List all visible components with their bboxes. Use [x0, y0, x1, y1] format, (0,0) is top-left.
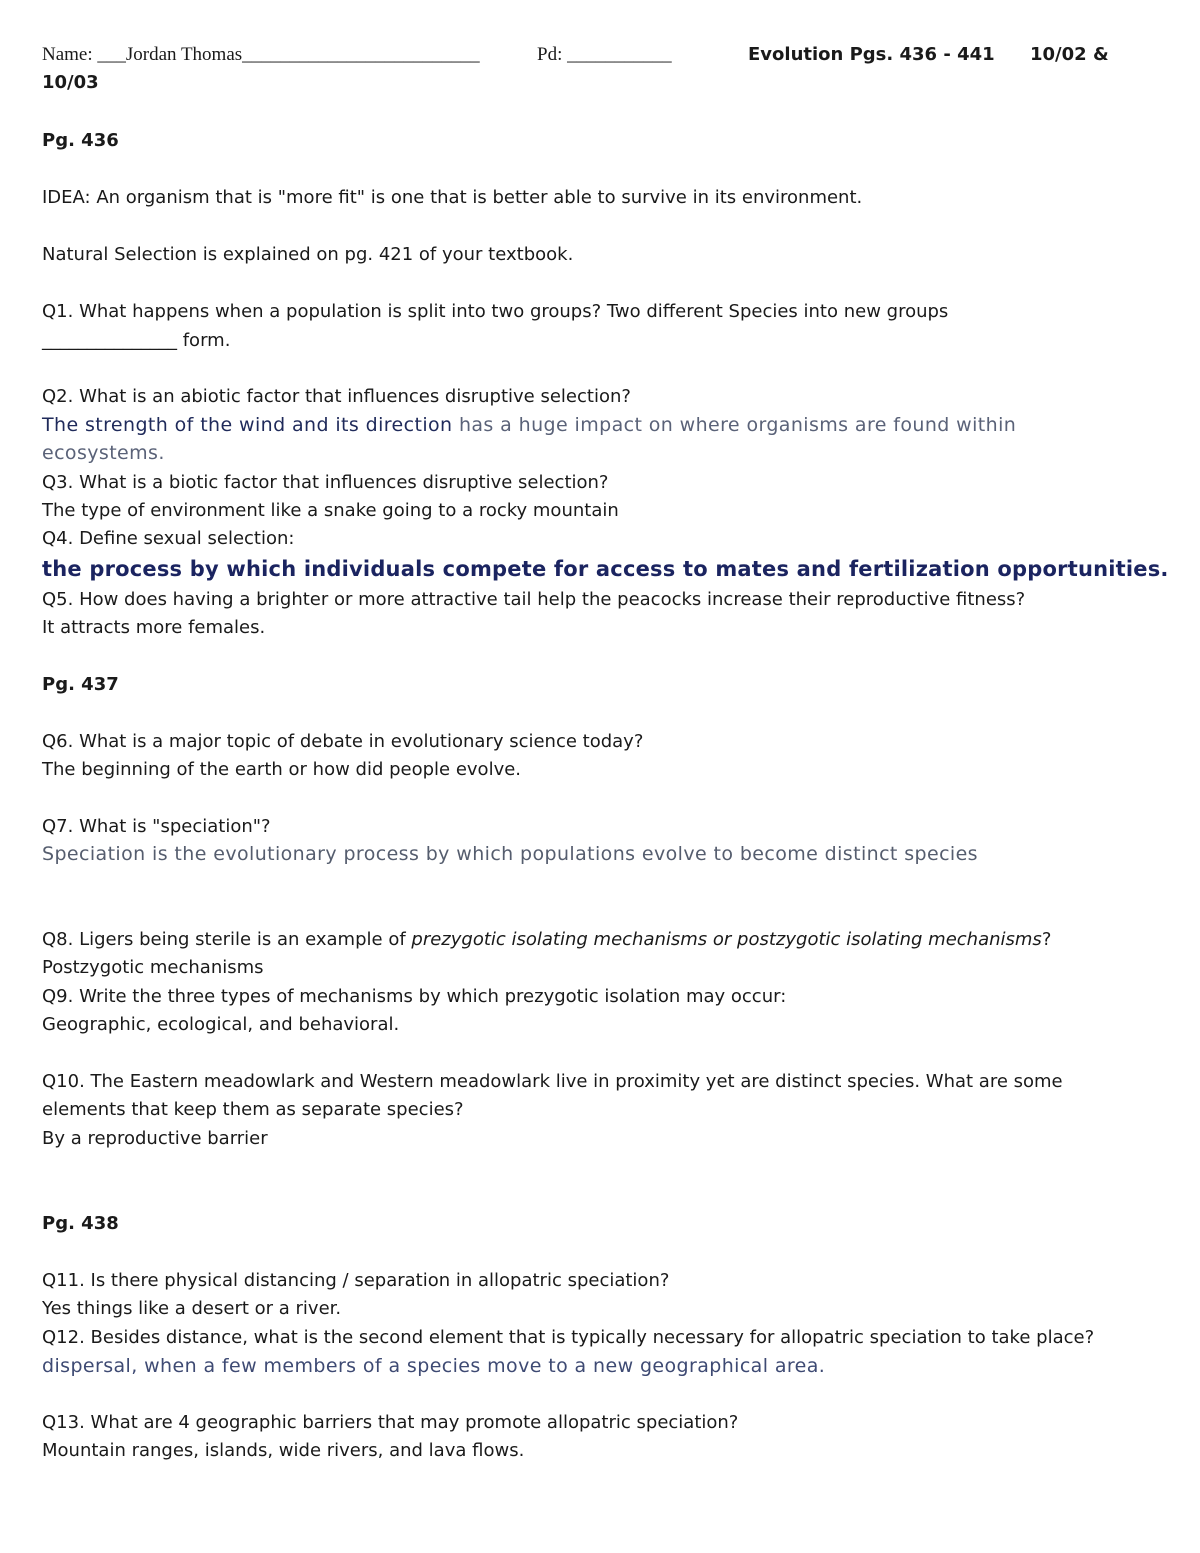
question-10-continued: elements that keep them as separate species?: [42, 1099, 464, 1120]
answer-2-part-1: The strength of the wind and its direction: [42, 414, 453, 436]
answer-9: Geographic, ecological, and behavioral.: [42, 1014, 400, 1035]
question-5: Q5. How does having a brighter or more attractive tail help the peacocks increase their reproductive fitness?: [42, 589, 1026, 610]
section-heading-pg436: Pg. 436: [42, 130, 119, 151]
answer-2-part-2: has a huge impact on where organisms are found within: [452, 414, 1017, 436]
name-field-line: Name: ___Jordan Thomas_________________________: [42, 44, 480, 65]
answer-2: [42, 411, 1016, 440]
question-12: Q12. Besides distance, what is the second element that is typically necessary for allopatric speciation to take place?: [42, 1327, 1095, 1348]
question-8-options: prezygotic isolating mechanisms or postzygotic isolating mechanisms: [411, 929, 1042, 950]
worksheet-date: 10/02 &: [1030, 44, 1109, 65]
answer-2-continued: ecosystems.: [42, 442, 165, 464]
answer-5: It attracts more females.: [42, 617, 266, 638]
question-6: Q6. What is a major topic of debate in evolutionary science today?: [42, 731, 644, 752]
section-heading-pg437: Pg. 437: [42, 674, 119, 695]
worksheet-title: Evolution Pgs. 436 - 441: [748, 44, 995, 65]
answer-13: Mountain ranges, islands, wide rivers, and lava flows.: [42, 1440, 525, 1461]
answer-7: Speciation is the evolutionary process by which populations evolve to become distinct species: [42, 843, 978, 865]
question-11: Q11. Is there physical distancing / separation in allopatric speciation?: [42, 1270, 670, 1291]
question-13: Q13. What are 4 geographic barriers that may promote allopatric speciation?: [42, 1412, 739, 1433]
question-7: Q7. What is "speciation"?: [42, 816, 271, 837]
question-8-suffix: ?: [1041, 929, 1052, 950]
idea-statement: IDEA: An organism that is "more fit" is one that is better able to survive in its environment.: [42, 187, 863, 208]
answer-11: Yes things like a desert or a river.: [42, 1298, 342, 1319]
question-9: Q9. Write the three types of mechanisms by which prezygotic isolation may occur:: [42, 986, 787, 1007]
question-1-blank: _______________ form.: [42, 330, 231, 351]
question-10: Q10. The Eastern meadowlark and Western meadowlark live in proximity yet are distinct species. What are some: [42, 1071, 1063, 1092]
answer-4: the process by which individuals compete for access to mates and fertilization opportunities.: [42, 557, 1169, 581]
question-1: Q1. What happens when a population is split into two groups? Two different Species into new groups: [42, 301, 949, 322]
answer-10: By a reproductive barrier: [42, 1128, 268, 1149]
answer-6: The beginning of the earth or how did people evolve.: [42, 759, 522, 780]
answer-12: dispersal, when a few members of a species move to a new geographical area.: [42, 1355, 826, 1377]
section-heading-pg438: Pg. 438: [42, 1213, 119, 1234]
question-2: Q2. What is an abiotic factor that influences disruptive selection?: [42, 386, 631, 407]
question-8-prefix: Q8. Ligers being sterile is an example of: [42, 929, 412, 950]
worksheet-date-continued: 10/03: [42, 72, 99, 93]
natural-selection-note: Natural Selection is explained on pg. 421 of your textbook.: [42, 244, 574, 265]
question-3: Q3. What is a biotic factor that influences disruptive selection?: [42, 472, 609, 493]
period-field-line: Pd: ___________: [537, 44, 672, 65]
answer-8: Postzygotic mechanisms: [42, 957, 264, 978]
answer-3: The type of environment like a snake going to a rocky mountain: [42, 500, 619, 521]
question-4: Q4. Define sexual selection:: [42, 528, 295, 549]
question-8: [42, 926, 1051, 954]
